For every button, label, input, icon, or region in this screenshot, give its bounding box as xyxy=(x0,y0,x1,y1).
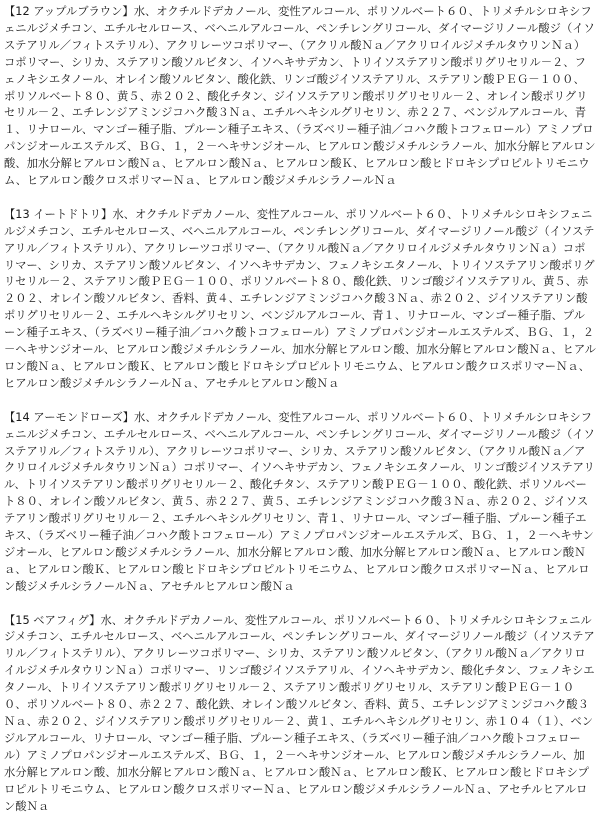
ingredient-list: 水、オクチルドデカノール、変性アルコール、ポリソルベート６０、トリメチルシロキシフェニルジメチコン、エチルセルロース、ベヘニルアルコール、ペンチレングリコール、ダイマージリノール酸ジ（イソステアリル／フィトステリル）、アクリレーツコポリマー、シリカ、ステアリン酸ソルビタン、（アクリル酸Ｎａ／アクリロイルジメチルタウリンＮａ）コポリマー、イソヘキサデカン、フェノキシエタノール、リンゴ酸ジイソステアリル、トリイソステアリン酸ポリグリセリル－２、酸化チタン、ステアリン酸ＰＥＧ－１００、酸化鉄、ポリソルベート８０、オレイン酸ソルビタン、黄５、赤２２７、黄５、エチレンジアミンジコハク酸３Ｎａ、赤２０２、ジイソステアリン酸ポリグリセリル－２、エチルヘキシルグリセリン、青１、リナロール、マンゴー種子脂、プルーン種子エキス、（ラズベリー種子油／コハク酸トコフェロール）アミノプロパンジオールエステルズ、ＢＧ、１，２－ヘキサンジオール、ヒアルロン酸ジメチルシラノール、加水分解ヒアルロン酸、加水分解ヒアルロン酸Ｎａ、ヒアルロン酸Ｎａ、ヒアルロン酸Ｋ、ヒアルロン酸ヒドロキシプロピルトリモニウム、ヒアルロン酸クロスポリマーＮａ、ヒアルロン酸ジメチルシラノールＮａ、アセチルヒアルロン酸Ｎａ xyxy=(4,410,595,593)
ingredient-section-13 xyxy=(4,207,596,393)
section-divider xyxy=(4,393,596,410)
section-header: 【14 アーモンドローズ】 xyxy=(4,410,135,424)
ingredient-list: 水、オクチルドデカノール、変性アルコール、ポリソルベート６０、トリメチルシロキシフェニルジメチコン、エチルセルロース、ベヘニルアルコール、ペンチレングリコール、ダイマージリノール酸ジ（イソステアリル／フィトステリル）、アクリレーツコポリマー、（アクリル酸Ｎａ／アクリロイルジメチルタウリンＮａ）コポリマー、シリカ、ステアリン酸ソルビタン、イソヘキサデカン、トリイソステアリン酸ポリグリセリル－２、フェノキシエタノール、オレイン酸ソルビタン、酸化鉄、リンゴ酸ジイソステアリル、ステアリン酸ＰＥＧ－１００、ポリソルベート８０、黄５、赤２０２、酸化チタン、ジイソステアリン酸ポリグリセリル－２、オレイン酸ポリグリセリル－２、エチレンジアミンジコハク酸３Ｎａ、エチルヘキシルグリセリン、赤２２７、ベンジルアルコール、青１、リナロール、マンゴー種子脂、プルーン種子エキス、（ラズベリー種子油／コハク酸トコフェロール）アミノプロパンジオールエステルズ、ＢＧ、１，２－ヘキサンジオール、ヒアルロン酸ジメチルシラノール、加水分解ヒアルロン酸、加水分解ヒアルロン酸Ｎａ、ヒアルロン酸Ｎａ、ヒアルロン酸Ｋ、ヒアルロン酸ヒドロキシプロピルトリモニウム、ヒアルロン酸クロスポリマーＮａ、ヒアルロン酸ジメチルシラノールＮａ xyxy=(4,5,596,188)
ingredient-list: 水、オクチルドデカノール、変性アルコール、ポリソルベート６０、トリメチルシロキシフェニルジメチコン、エチルセルロース、ベヘニルアルコール、ペンチレングリコール、ダイマージリノール酸ジ（イソステアリル／フィトステリル）、アクリレーツコポリマー、（アクリル酸Ｎａ／アクリロイルジメチルタウリンＮａ）コポリマー、シリカ、ステアリン酸ソルビタン、イソヘキサデカン、フェノキシエタノール、トリイソステアリン酸ポリグリセリル－２、ステアリン酸ＰＥＧ－１００、ポリソルベート８０、酸化鉄、リンゴ酸ジイソステアリル、黄５、赤２０２、オレイン酸ソルビタン、香料、黄４、エチレンジアミンジコハク酸３Ｎａ、赤２０２、ジイソステアリン酸ポリグリセリル－２、エチルヘキシルグリセリン、ベンジルアルコール、青１、リナロール、マンゴー種子脂、プルーン種子エキス、（ラズベリー種子油／コハク酸トコフェロール）アミノプロパンジオールエステルズ、ＢＧ、１，２－ヘキサンジオール、ヒアルロン酸ジメチルシラノール、加水分解ヒアルロン酸、加水分解ヒアルロン酸Ｎａ、ヒアルロン酸Ｎａ、ヒアルロン酸Ｋ、ヒアルロン酸ヒドロキシプロピルトリモニウム、ヒアルロン酸クロスポリマーＮａ、ヒアルロン酸ジメチルシラノールＮａ、アセチルヒアルロン酸Ｎａ xyxy=(4,207,596,390)
section-header: 【15 ベアフィグ】 xyxy=(4,613,101,627)
section-divider xyxy=(4,596,596,613)
ingredient-section-12 xyxy=(4,4,596,190)
ingredient-section-14 xyxy=(4,410,596,596)
ingredient-section-15 xyxy=(4,613,596,815)
section-header: 【13 イートドトリ】 xyxy=(4,207,113,221)
section-divider xyxy=(4,190,596,207)
section-header: 【12 アップルブラウン】 xyxy=(4,5,134,18)
ingredient-list: 水、オクチルドデカノール、変性アルコール、ポリソルベート６０、トリメチルシロキシフェニルジメチコン、エチルセルロース、ベヘニルアルコール、ペンチレングリコール、ダイマージリノール酸ジ（イソステアリル／フィトステリル）、アクリレーツコポリマー、シリカ、ステアリン酸ソルビタン、（アクリル酸Ｎａ／アクリロイルジメチルタウリンＮａ）コポリマー、リンゴ酸ジイソステアリル、イソヘキサデカン、酸化チタン、フェノキシエタノール、トリイソステアリン酸ポリグリセリル－２、ステアリン酸ポリグリセリル、ステアリン酸ＰＥＧ－１００、ポリソルベート８０、赤２２７、酸化鉄、オレイン酸ソルビタン、香料、黄５、エチレンジアミンジコハク酸３Ｎａ、赤２０２、ジイソステアリン酸ポリグリセリル－２、黄１、エチルヘキシルグリセリン、赤１０４（１）、ベンジルアルコール、リナロール、マンゴー種子脂、プルーン種子エキス、（ラズベリー種子油／コハク酸トコフェロール）アミノプロパンジオールエステルズ、ＢＧ、１，２－ヘキサンジオール、ヒアルロン酸ジメチルシラノール、加水分解ヒアルロン酸、加水分解ヒアルロン酸Ｎａ、ヒアルロン酸Ｎａ、ヒアルロン酸Ｋ、ヒアルロン酸ヒドロキシプロピルトリモニウム、ヒアルロン酸クロスポリマーＮａ、ヒアルロン酸ジメチルシラノールＮａ、アセチルヒアルロン酸Ｎａ xyxy=(4,613,595,813)
